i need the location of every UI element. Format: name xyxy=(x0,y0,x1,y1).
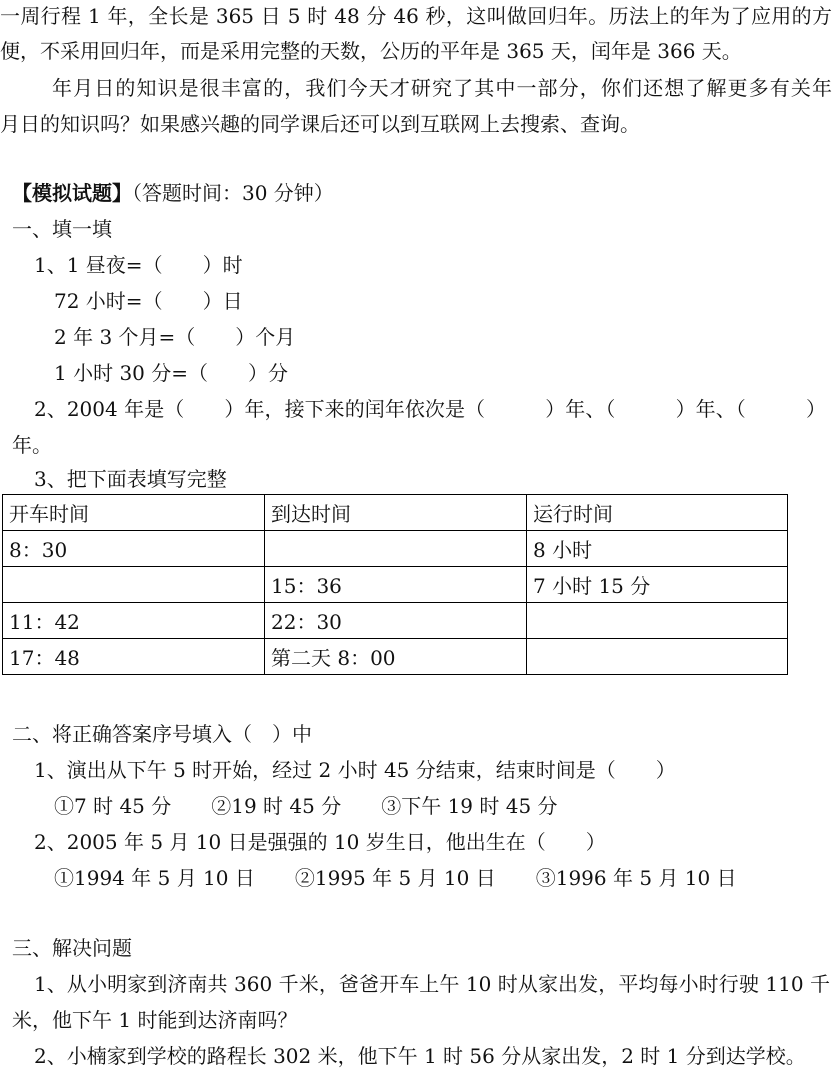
table-row xyxy=(3,531,788,567)
table-cell: 17：48 xyxy=(3,639,265,675)
s3-q1-b: 米，他下午 1 时能到达济南吗？ xyxy=(12,1008,298,1032)
q2-b: 年。 xyxy=(12,433,52,457)
q3-instruction: 3、把下面表填写完整 xyxy=(34,467,227,491)
q1-d: 1 小时 30 分=（ ）分 xyxy=(54,361,289,385)
intro-line-1: 一周行程 1 年，全长是 365 日 5 时 48 分 46 秒，这叫做回归年。历法上的年为了应用的方 xyxy=(0,4,832,28)
table-cell: 7 小时 15 分 xyxy=(527,567,788,603)
intro-line-2: 便，不采用回归年，而是采用完整的天数，公历的平年是 365 天，闰年是 366 天。 xyxy=(0,39,742,63)
table-cell: 15：36 xyxy=(265,567,527,603)
section3-heading: 三、解决问题 xyxy=(12,936,132,960)
intro-line-4: 月日的知识吗？如果感兴趣的同学课后还可以到互联网上去搜索、查询。 xyxy=(0,112,640,136)
table-row xyxy=(3,639,788,675)
table-cell: 11：42 xyxy=(3,603,265,639)
q1-a: 1、1 昼夜=（ ）时 xyxy=(34,253,243,277)
q2-a: 2、2004 年是（ ）年，接下来的闰年依次是（ ）年、（ ）年、（ ） xyxy=(34,397,826,421)
schedule-table xyxy=(2,494,788,675)
section2-heading: 二、将正确答案序号填入（ ）中 xyxy=(12,722,312,746)
table-cell: 第二天 8：00 xyxy=(265,639,527,675)
table-cell xyxy=(527,603,788,639)
quiz-time-note: （答题时间：30 分钟） xyxy=(132,181,334,205)
s2-q1-options: ①7 时 45 分 ②19 时 45 分 ③下午 19 时 45 分 xyxy=(54,794,558,818)
table-row xyxy=(3,567,788,603)
q1-b: 72 小时=（ ）日 xyxy=(54,289,243,313)
table-cell xyxy=(527,639,788,675)
table-cell: 8：30 xyxy=(3,531,265,567)
table-row xyxy=(3,603,788,639)
s3-q1-a: 1、从小明家到济南共 360 千米，爸爸开车上午 10 时从家出发，平均每小时行驶 110 千 xyxy=(34,972,830,996)
quiz-header xyxy=(12,181,334,205)
table-cell: 22：30 xyxy=(265,603,527,639)
table-cell: 8 小时 xyxy=(527,531,788,567)
s3-q2: 2、小楠家到学校的路程长 302 米，他下午 1 时 56 分从家出发，2 时 1 分到达学校。 xyxy=(34,1044,806,1068)
s2-q2-options: ①1994 年 5 月 10 日 ②1995 年 5 月 10 日 ③1996 年 5 月 10 日 xyxy=(54,866,737,890)
section1-heading: 一、填一填 xyxy=(12,217,112,241)
s2-q1: 1、演出从下午 5 时开始，经过 2 小时 45 分结束，结束时间是（ ） xyxy=(34,758,676,782)
s2-q2: 2、2005 年 5 月 10 日是强强的 10 岁生日，他出生在（ ） xyxy=(34,830,606,854)
quiz-title: 【模拟试题】 xyxy=(12,181,132,205)
header-arrival: 到达时间 xyxy=(265,495,527,531)
header-duration: 运行时间 xyxy=(527,495,788,531)
table-header-row xyxy=(3,495,788,531)
table-cell xyxy=(3,567,265,603)
q1-c: 2 年 3 个月=（ ）个月 xyxy=(54,325,296,349)
intro-line-3: 年月日的知识是很丰富的，我们今天才研究了其中一部分，你们还想了解更多有关年 xyxy=(52,76,832,100)
table-cell xyxy=(265,531,527,567)
header-departure: 开车时间 xyxy=(3,495,265,531)
